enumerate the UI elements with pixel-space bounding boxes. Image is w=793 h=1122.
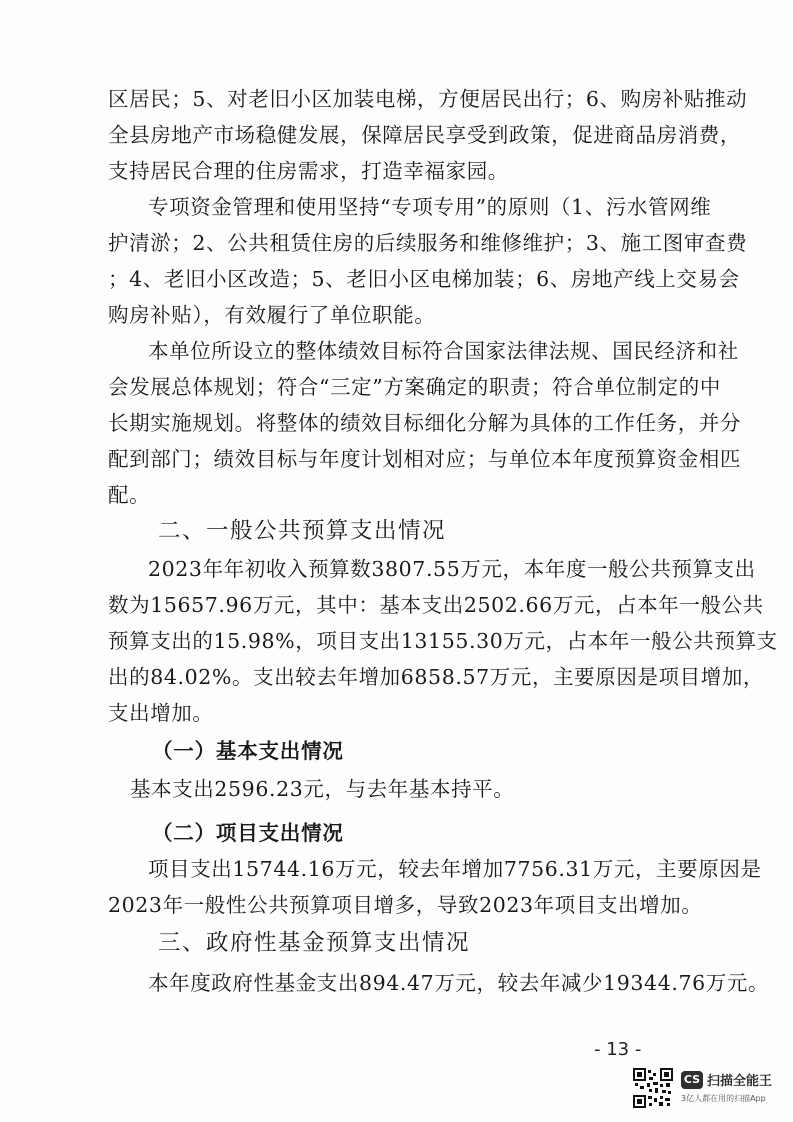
body-text-line: 支出增加。 [108,701,214,725]
body-text-line: 2023年年初收入预算数3807.55万元，本年度一般公共预算支出 [148,557,756,581]
body-text-line: 项目支出15744.16万元，较去年增加7756.31万元，主要原因是 [148,857,762,881]
body-text-line: 会发展总体规划；符合“三定”方案确定的职责；符合单位制定的中 [108,375,721,399]
body-text-line: 购房补贴），有效履行了单位职能。 [108,303,436,327]
body-text-line: ；4、老旧小区改造；5、老旧小区电梯加装；6、房地产线上交易会 [108,267,740,291]
body-text-line: 基本支出2596.23元，与去年基本持平。 [130,777,515,801]
body-text-line: 支持居民合理的住房需求，打造幸福家园。 [108,159,509,183]
body-text-line: 本年度政府性基金支出894.47万元，较去年减少19344.76万元。 [148,971,770,995]
body-text-line: 2023年一般性公共预算项目增多，导致2023年项目支出增加。 [108,893,703,917]
page-number: - 13 - [594,1039,642,1060]
subheading-basic-expenditure: （一）基本支出情况 [152,739,344,763]
watermark-tagline: 3亿人都在用的扫描App [681,1094,766,1103]
body-text-line: 护清淤；2、公共租赁住房的后续服务和维修维护；3、施工图审查费 [108,231,748,255]
scanner-watermark [633,1068,783,1110]
body-text-line: 长期实施规划。将整体的绩效目标细化分解为具体的工作任务，并分 [108,411,741,435]
body-text-line: 全县房地产市场稳健发展，保障居民享受到政策，促进商品房消费， [108,123,741,147]
body-text-line: 本单位所设立的整体绩效目标符合国家法律法规、国民经济和社 [148,339,739,363]
body-text-line: 数为15657.96万元，其中：基本支出2502.66万元，占本年一般公共 [108,593,764,617]
body-text-line: 配到部门；绩效目标与年度计划相对应；与单位本年度预算资金相匹 [108,447,741,471]
body-text-line: 配。 [108,483,151,507]
body-text-line: 区居民；5、对老旧小区加装电梯，方便居民出行；6、购房补贴推动 [108,87,748,111]
body-text-line: 预算支出的15.98%，项目支出13155.30万元，占本年一般公共预算支 [108,629,778,653]
body-text-line: 出的84.02%。支出较去年增加6858.57万元，主要原因是项目增加， [108,665,765,689]
qr-code-icon [633,1068,673,1108]
section-heading-government-fund: 三、政府性基金预算支出情况 [158,930,471,956]
body-text-line: 专项资金管理和使用坚持“专项专用”的原则（1、污水管网维 [148,195,712,219]
camscanner-logo-icon: CS [681,1071,703,1089]
section-heading-general-budget: 二、一般公共预算支出情况 [158,518,447,544]
watermark-app-name: 扫描全能王 [707,1074,773,1089]
subheading-project-expenditure: （二）项目支出情况 [152,821,344,845]
